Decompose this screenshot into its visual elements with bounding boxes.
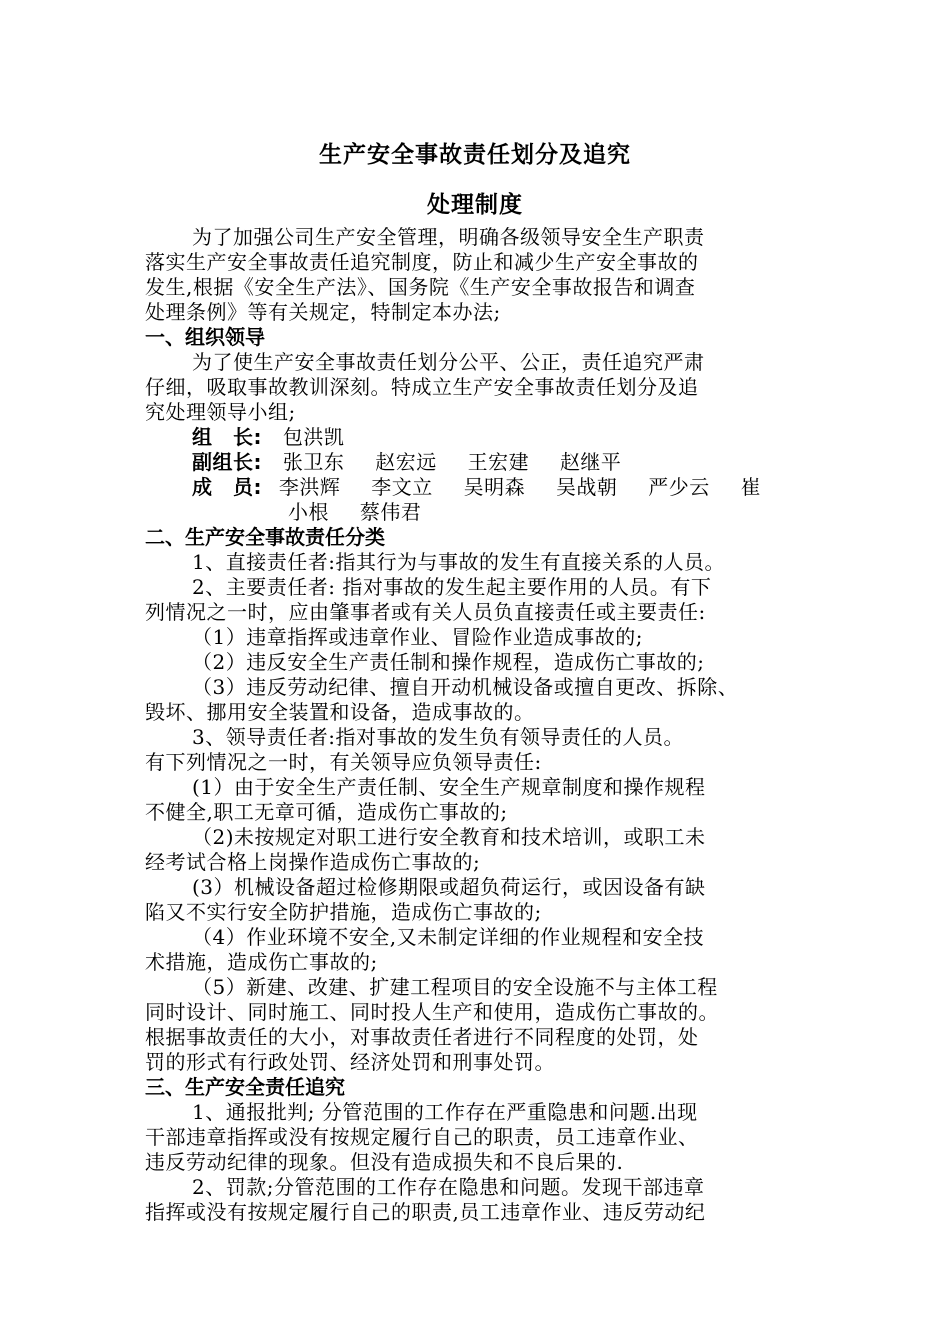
- member-row-continued: [288, 500, 445, 524]
- section-line: (1）由于安全生产责任制、安全生产规章制度和操作规程: [192, 775, 706, 799]
- deputy-row: [192, 450, 645, 474]
- deputy-label: 副组长:: [192, 450, 262, 474]
- intro-line: 处理条例》等有关规定，特制定本办法;: [145, 300, 501, 324]
- member-name: 李文立: [371, 475, 433, 499]
- section-line: 2、罚款;分管范围的工作存在隐患和问题。发现干部违章: [192, 1175, 705, 1199]
- member-name: 崔: [740, 475, 762, 499]
- section-line: （5）新建、改建、扩建工程项目的安全设施不与主体工程: [192, 975, 718, 999]
- section-line: 1、通报批判; 分管范围的工作存在严重隐患和问题.出现: [192, 1100, 698, 1124]
- section-line: （3）违反劳动纪律、擅自开动机械设备或擅自更改、拆除、: [192, 675, 739, 699]
- deputy-name: 赵继平: [559, 450, 622, 474]
- member-name: 严少云: [648, 475, 710, 499]
- section-line: 毁坏、挪用安全装置和设备，造成事故的。: [145, 700, 535, 724]
- section-line: （4）作业环境不安全,又未制定详细的作业规程和安全技: [192, 925, 705, 949]
- section-line: 有下列情况之一时，有关领导应负领导责任:: [145, 750, 542, 774]
- section-line: 列情况之一时，应由肇事者或有关人员负直接责任或主要责任:: [145, 600, 706, 624]
- deputy-name: 张卫东: [282, 450, 345, 474]
- section-line: 违反劳动纪律的现象。但没有造成损失和不良后果的.: [145, 1150, 624, 1174]
- section-line: 同时设计、同时施工、同时投人生产和使用，造成伤亡事故的。: [145, 1000, 719, 1024]
- intro-line: 发生,根据《安全生产法》、国务院《生产安全事故报告和调查: [145, 275, 696, 299]
- section-line: 仔细，吸取事故教训深刻。特成立生产安全事故责任划分及追: [145, 375, 699, 399]
- intro-line: 落实生产安全事故责任追究制度，防止和减少生产安全事故的: [145, 250, 699, 274]
- section-heading: 二、生产安全事故责任分类: [145, 525, 385, 549]
- document-subtitle: 处理制度: [427, 192, 523, 218]
- section-line: 不健全,职工无章可循，造成伤亡事故的;: [145, 800, 508, 824]
- member-name: 李洪辉: [278, 475, 341, 499]
- section-line: 陷又不实行安全防护措施，造成伤亡事故的;: [145, 900, 542, 924]
- section-line: 3、领导责任者:指对事故的发生负有领导责任的人员。: [192, 725, 684, 749]
- section-line: 为了使生产安全事故责任划分公平、公正，责任追究严肃: [192, 350, 705, 374]
- section-line: (3）机械设备超过检修期限或超负荷运行，或因设备有缺: [192, 875, 706, 899]
- deputy-name: 赵宏远: [375, 450, 437, 474]
- leader-name: 包洪凯: [282, 425, 345, 449]
- leader-label: 组 长:: [192, 425, 262, 449]
- section-line: 根据事故责任的大小，对事故责任者进行不同程度的处罚，处: [145, 1025, 699, 1049]
- member-name: 蔡伟君: [359, 500, 422, 524]
- section-line: （2）违反安全生产责任制和操作规程，造成伤亡事故的;: [192, 650, 705, 674]
- member-name: 吴战朝: [555, 475, 618, 499]
- section-heading: 一、组织领导: [145, 325, 265, 349]
- section-line: 1、直接责任者:指其行为与事故的发生有直接关系的人员。: [192, 550, 725, 574]
- document-title: 生产安全事故责任划分及追究: [319, 142, 631, 168]
- section-line: 经考试合格上岗操作造成伤亡事故的;: [145, 850, 481, 874]
- section-line: （2)未按规定对职工进行安全教育和技术培训，或职工未: [192, 825, 706, 849]
- member-label: 成 员:: [192, 475, 262, 499]
- section-line: 究处理领导小组;: [145, 400, 296, 424]
- section-line: 2、主要责任者: 指对事故的发生起主要作用的人员。有下: [192, 575, 712, 599]
- member-name: 小根: [288, 500, 329, 524]
- section-line: 指挥或没有按规定履行自己的职责,员工违章作业、违反劳动纪: [145, 1200, 706, 1224]
- section-line: 罚的形式有行政处罚、经济处罚和刑事处罚。: [145, 1050, 555, 1074]
- leader-row: [192, 425, 344, 449]
- deputy-name: 王宏建: [467, 450, 530, 474]
- section-heading: 三、生产安全责任追究: [145, 1075, 345, 1099]
- member-name: 吴明森: [463, 475, 526, 499]
- section-line: （1）违章指挥或违章作业、冒险作业造成事故的;: [192, 625, 643, 649]
- section-line: 术措施，造成伤亡事故的;: [145, 950, 378, 974]
- section-line: 干部违章指挥或没有按规定履行自己的职责，员工违章作业、: [145, 1125, 699, 1149]
- intro-line: 为了加强公司生产安全管理，明确各级领导安全生产职责: [192, 225, 705, 249]
- member-row: [192, 475, 785, 499]
